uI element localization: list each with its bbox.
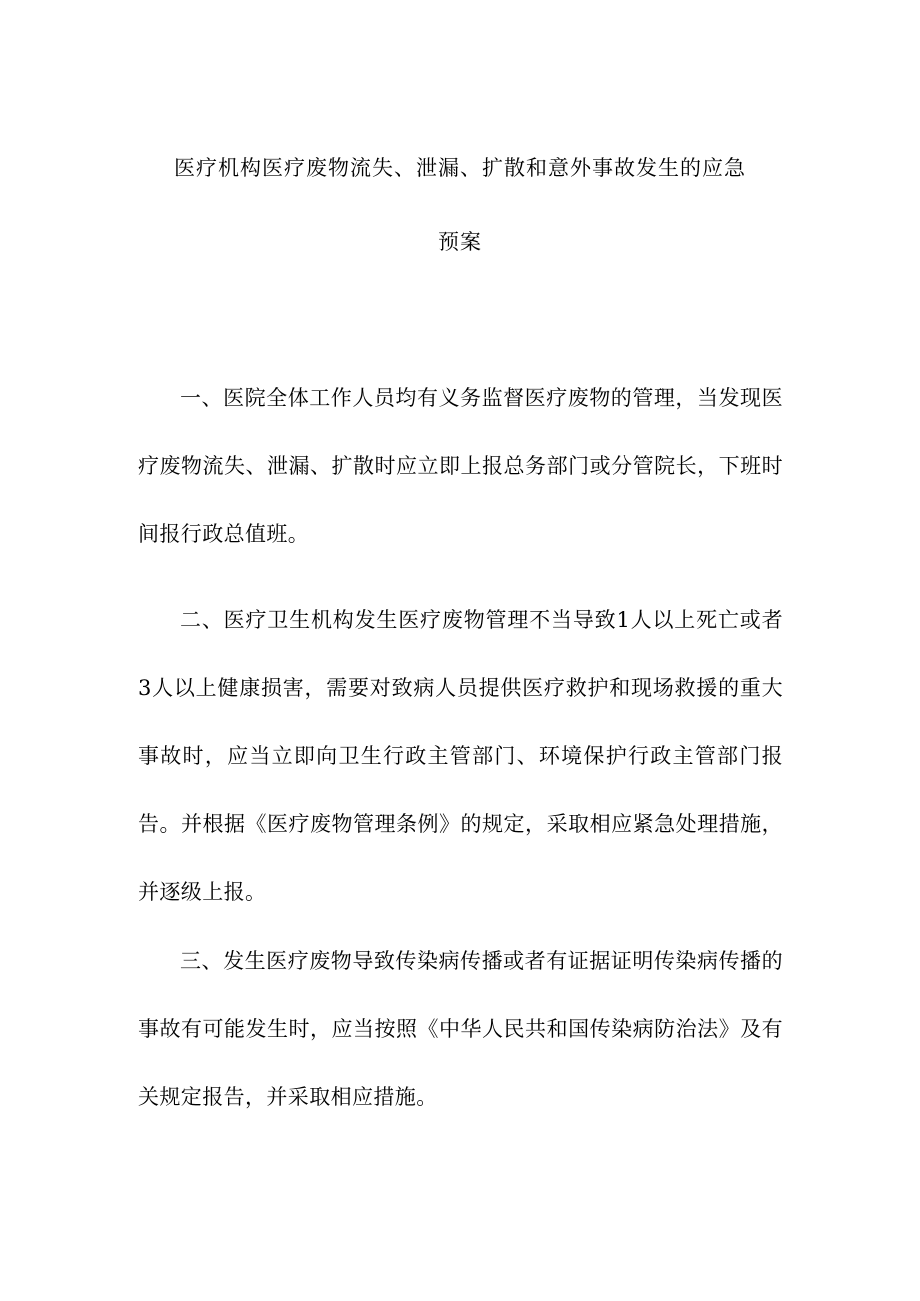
paragraph-1: 一、医院全体工作人员均有义务监督医疗废物的管理，当发现医疗废物流失、泄漏、扩散时应立即上报总务部门或分管院长，下班时间报行政总值班。 (138, 386, 783, 546)
paragraph-3: 三、发生医疗废物导致传染病传播或者有证据证明传染病传播的事故有可能发生时，应当按照《中华人民共和国传染病防治法》及有关规定报告，并采取相应措施。 (138, 949, 783, 1109)
paragraph-2: 二、医疗卫生机构发生医疗废物管理不当导致1人以上死亡或者3人以上健康损害，需要对致病人员提供医疗救护和现场救援的重大事故时，应当立即向卫生行政主管部门、环境保护行政主管部门报告。并根据《医疗废物管理条例》的规定，采取相应紧急处理措施，并逐级上报。 (138, 608, 783, 904)
document-title-line-1: 医疗机构医疗废物流失、泄漏、扩散和意外事故发生的应急 (174, 156, 746, 180)
document-title-line-2: 预案 (438, 230, 482, 254)
